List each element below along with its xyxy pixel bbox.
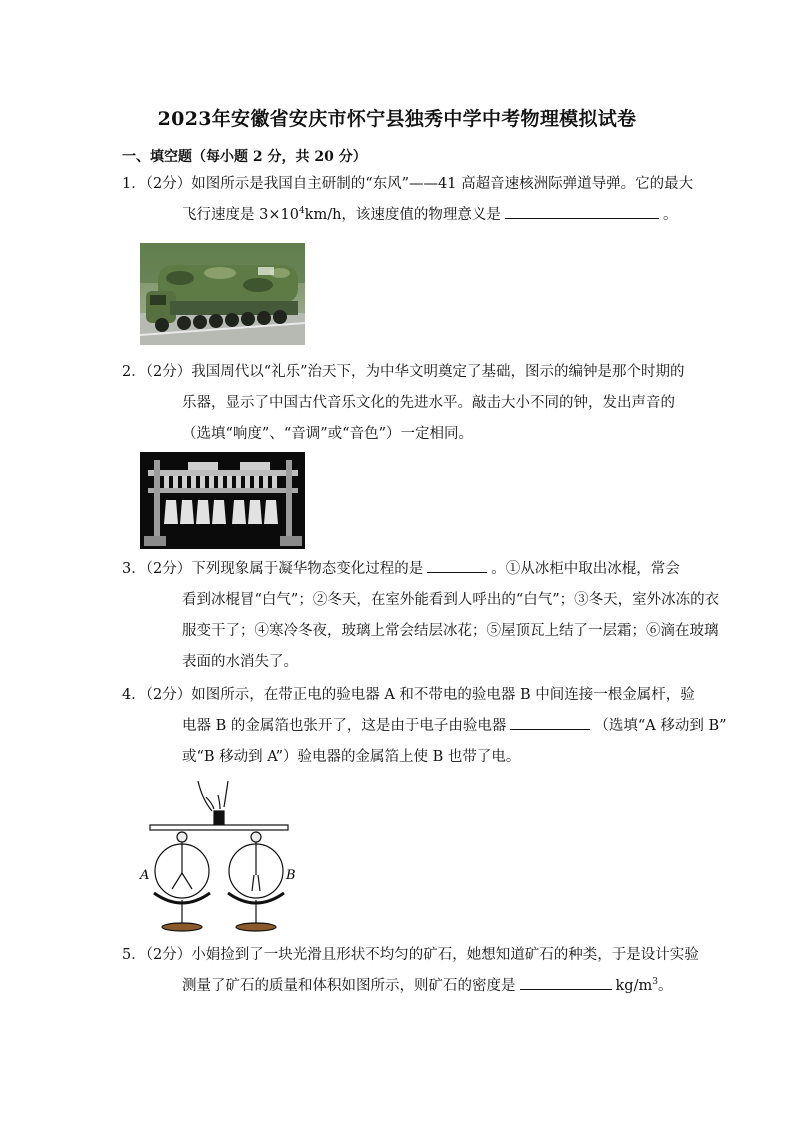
- question-1: 1．（2分）如图所示是我国自主研制的“东风”——41 高超音速核洲际弹道导弹。它的最大 飞行速度是 $3\times 10^4km/h$，该速度值的物理意义是 。: [122, 176, 694, 223]
- question-number: 4．: [122, 687, 146, 703]
- label-a: A: [140, 868, 150, 883]
- answer-blank[interactable]: [510, 713, 590, 730]
- question-5: 5．（2分）小娟捡到了一块光滑且形状不均匀的矿石，她想知道矿石的种类，于是设计实验 测量了矿石的质量和体积如图所示，则矿石的密度是 $kg/m^3$。: [122, 947, 699, 994]
- section-title: 一、填空题（每小题 2 分，共 20 分）: [122, 149, 367, 165]
- question-2: 2．（2分）我国周代以“礼乐”治天下，为中华文明奠定了基础，图示的编钟是那个时期的 乐器，显示了中国古代音乐文化的先进水平。敲击大小不同的钟，发出声音的 （选填“响度”、“音调”或“音色”）一定相同。: [122, 364, 685, 442]
- question-score: （2分）: [145, 176, 192, 192]
- answer-blank[interactable]: [427, 556, 487, 573]
- chime-bells-photo: [140, 452, 305, 549]
- question-score: （2分）: [145, 561, 192, 577]
- question-3: 3．（2分）下列现象属于凝华物态变化过程的是 。①从冰柜中取出冰棍，常会 看到冰棍冒“白气”；②冬天，在室外能看到人呼出的“白气”；③冬天，室外冰冻的衣 服变干了；④寒冷冬夜，玻璃上常会结层冰花；⑤屋顶瓦上结了一层霜；⑥滴在玻璃 表面的水消失了。: [122, 554, 678, 678]
- question-number: 1．: [122, 176, 146, 192]
- electroscope-diagram: [136, 775, 296, 935]
- question-4: 4．（2分）如图所示，在带正电的验电器 A 和不带电的验电器 B 中间连接一根金属杆，验 电器 B 的金属箔也张开了，这是由于电子由验电器 （选填“A 移动到 B” 或“B 移动到 A”）验电器的金属箔上使 B 也带了电。: [122, 687, 727, 765]
- question-number: 5．: [122, 947, 146, 963]
- label-b: B: [286, 868, 296, 883]
- answer-blank[interactable]: [520, 973, 612, 990]
- page-title: 2023年安徽省安庆市怀宁县独秀中学中考物理模拟试卷: [157, 108, 637, 130]
- missile-launcher-photo: [140, 243, 305, 345]
- answer-blank[interactable]: [505, 202, 659, 219]
- question-number: 3．: [122, 561, 146, 577]
- question-score: （2分）: [145, 947, 192, 963]
- question-score: （2分）: [145, 364, 192, 380]
- question-number: 2．: [122, 364, 146, 380]
- question-score: （2分）: [145, 687, 192, 703]
